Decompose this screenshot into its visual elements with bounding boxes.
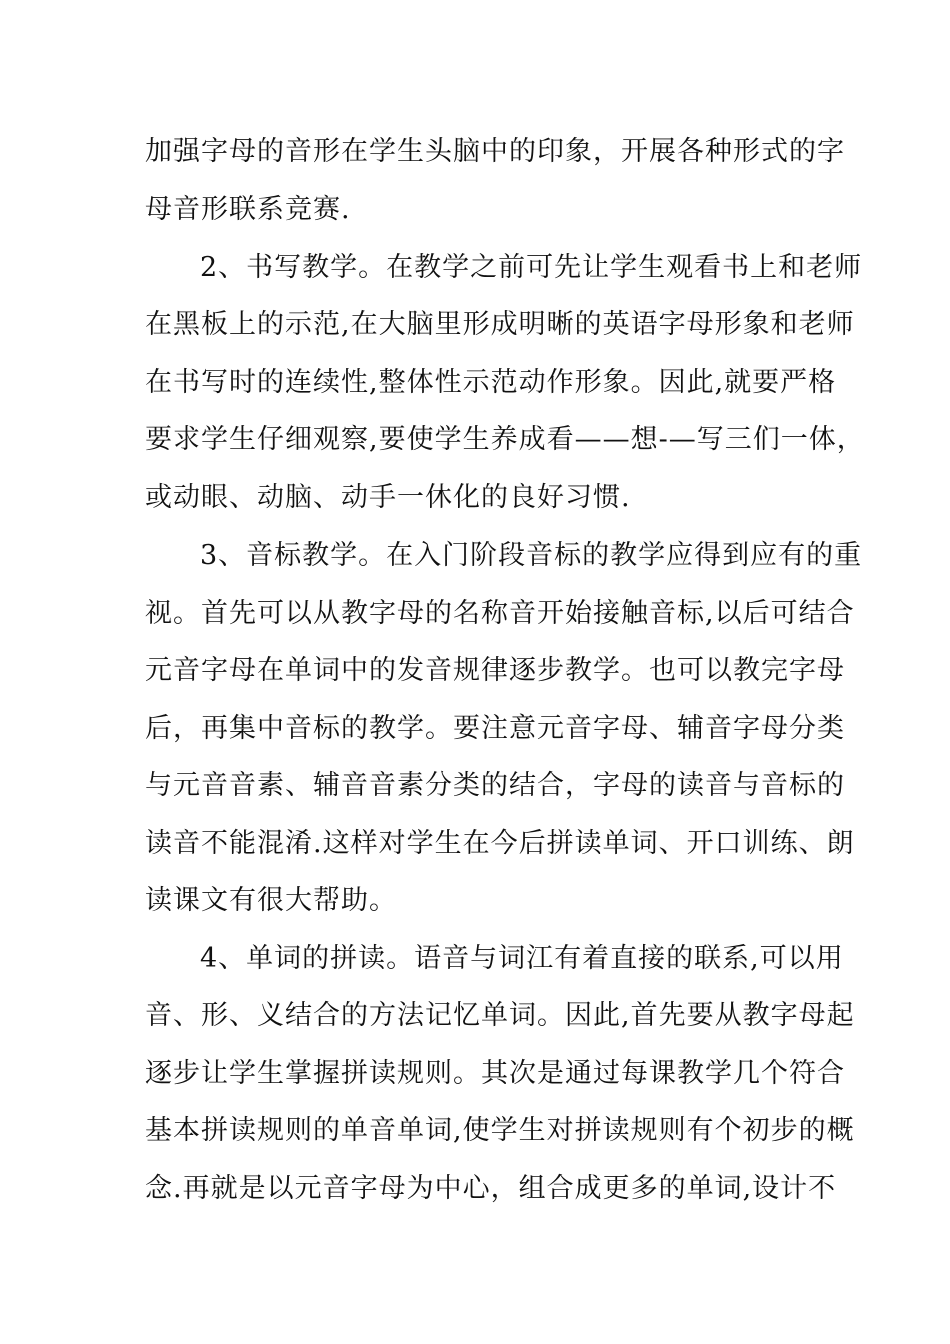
text-line: 元音字母在单词中的发音规律逐步教学。也可以教完字母 [145, 655, 845, 686]
text-line: 基本拼读规则的单音单词,使学生对拼读规则有个初步的概 [145, 1115, 855, 1146]
text-line: 念.再就是以元音字母为中心，组合成更多的单词,设计不 [145, 1173, 837, 1204]
paragraph-3-heading: 3、音标教学。在入门阶段音标的教学应得到应有的重 [200, 540, 863, 571]
text-line: 母音形联系竞赛. [145, 194, 351, 225]
text-line: 视。首先可以从教字母的名称音开始接触音标,以后可结合 [145, 598, 855, 629]
paragraph-2-heading: 2、书写教学。在教学之前可先让学生观看书上和老师 [200, 252, 863, 283]
text-line: 加强字母的音形在学生头脑中的印象，开展各种形式的字 [145, 136, 845, 167]
text-line: 读音不能混淆.这样对学生在今后拼读单词、开口训练、朗 [145, 828, 855, 859]
text-line: 逐步让学生掌握拼读规则。其次是通过每课教学几个符合 [145, 1058, 845, 1089]
text-line: 后，再集中音标的教学。要注意元音字母、辅音字母分类 [145, 713, 845, 744]
text-line: 读课文有很大帮助。 [145, 885, 397, 916]
paragraph-4-heading: 4、单词的拼读。语音与词江有着直接的联系,可以用 [200, 943, 844, 974]
text-line: 与元音音素、辅音音素分类的结合，字母的读音与音标的 [145, 770, 845, 801]
text-line: 音、形、义结合的方法记忆单词。因此,首先要从教字母起 [145, 1000, 855, 1031]
text-line: 在黑板上的示范,在大脑里形成明晰的英语字母形象和老师 [145, 309, 855, 340]
text-line: 在书写时的连续性,整体性示范动作形象。因此,就要严格 [145, 367, 837, 398]
text-line: 或动眼、动脑、动手一休化的良好习惯. [145, 482, 631, 513]
text-line: 要求学生仔细观察,要使学生养成看——想-—写三们一体， [145, 424, 865, 455]
